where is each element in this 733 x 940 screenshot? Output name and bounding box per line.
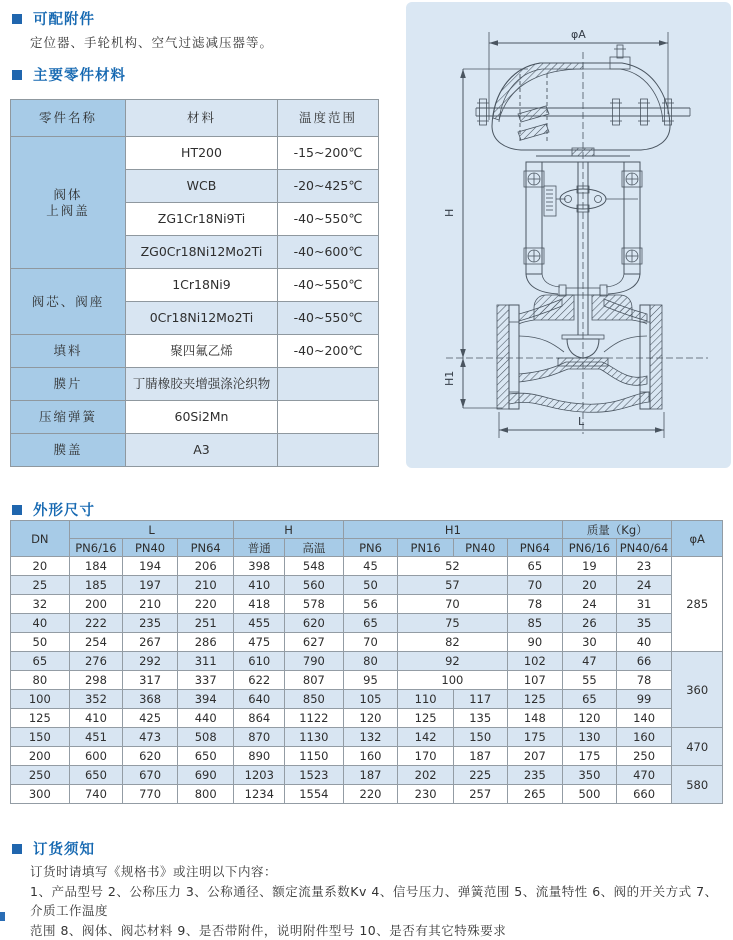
dims-cell: 25	[11, 576, 70, 595]
dims-header-cell: PN64	[177, 539, 234, 557]
dims-cell: 70	[343, 633, 398, 652]
dim-label-phiA: φA	[571, 28, 586, 41]
dims-row	[11, 614, 723, 633]
dims-cell: 57	[398, 576, 507, 595]
dims-row	[11, 690, 723, 709]
dims-cell: 548	[285, 557, 344, 576]
dims-cell: 19	[563, 557, 617, 576]
dims-cell: 1122	[285, 709, 344, 728]
accessories-text: 定位器、手轮机构、空气过滤减压器等。	[30, 33, 273, 51]
dims-cell: 890	[234, 747, 285, 766]
ordering-title: 订货须知	[33, 838, 95, 859]
dims-cell: 225	[453, 766, 507, 785]
dims-cell: 690	[177, 766, 234, 785]
materials-header-row	[11, 100, 379, 137]
dims-cell: 65	[343, 614, 398, 633]
materials-row	[11, 401, 379, 434]
material-cell: ZG0Cr18Ni12Mo2Ti	[126, 236, 278, 269]
dims-cell: 40	[616, 633, 672, 652]
dims-cell: 102	[507, 652, 563, 671]
dims-cell: 220	[177, 595, 234, 614]
dims-cell: 140	[616, 709, 672, 728]
materials-row	[11, 434, 379, 467]
part-name-cell: 阀体 上阀盖	[11, 137, 126, 269]
dims-cell: 80	[343, 652, 398, 671]
dims-cell: 850	[285, 690, 344, 709]
dims-cell: 95	[343, 671, 398, 690]
dims-cell: 175	[563, 747, 617, 766]
dims-cell: 622	[234, 671, 285, 690]
dims-cell: 790	[285, 652, 344, 671]
dims-cell: 257	[453, 785, 507, 804]
materials-header-cell: 材料	[126, 100, 278, 137]
dims-cell: 254	[69, 633, 123, 652]
valve-technical-drawing	[406, 2, 731, 468]
dims-cell: 120	[563, 709, 617, 728]
dims-cell: 210	[123, 595, 178, 614]
materials-table-body	[11, 137, 379, 467]
square-bullet-icon	[12, 844, 22, 854]
dims-header-cell: 普通	[234, 539, 285, 557]
dims-cell: 100	[398, 671, 507, 690]
dims-cell: 92	[398, 652, 507, 671]
dims-cell: 70	[507, 576, 563, 595]
dims-cell: 578	[285, 595, 344, 614]
materials-row	[11, 335, 379, 368]
dims-row	[11, 728, 723, 747]
dims-cell: 142	[398, 728, 454, 747]
part-name-cell: 阀芯、阀座	[11, 269, 126, 335]
dims-cell: 55	[563, 671, 617, 690]
dims-cell: 52	[398, 557, 507, 576]
dims-cell: 440	[177, 709, 234, 728]
temp-range-cell	[278, 401, 379, 434]
dims-cell: 65	[563, 690, 617, 709]
dims-table-head	[11, 521, 723, 557]
dims-cell: 627	[285, 633, 344, 652]
dims-cell: 206	[177, 557, 234, 576]
dims-cell: 650	[177, 747, 234, 766]
part-name-cell: 填料	[11, 335, 126, 368]
dims-row	[11, 557, 723, 576]
dims-cell: 150	[11, 728, 70, 747]
dims-cell: 864	[234, 709, 285, 728]
dims-cell: 640	[234, 690, 285, 709]
dims-cell: 311	[177, 652, 234, 671]
dims-header-cell: H	[234, 521, 343, 539]
dims-cell: 187	[453, 747, 507, 766]
dims-cell: 207	[507, 747, 563, 766]
dims-cell: 132	[343, 728, 398, 747]
temp-range-cell: -20~425℃	[278, 170, 379, 203]
dims-cell: 508	[177, 728, 234, 747]
part-name-cell: 膜盖	[11, 434, 126, 467]
dims-cell: 20	[563, 576, 617, 595]
dims-cell: 31	[616, 595, 672, 614]
dims-cell: 222	[69, 614, 123, 633]
dims-cell: 250	[616, 747, 672, 766]
dims-cell: 35	[616, 614, 672, 633]
dims-cell: 170	[398, 747, 454, 766]
dims-header-cell: DN	[11, 521, 70, 557]
temp-range-cell: -40~550℃	[278, 269, 379, 302]
dims-header-cell: PN40	[123, 539, 178, 557]
dims-cell: 620	[285, 614, 344, 633]
dims-cell: 160	[616, 728, 672, 747]
dims-cell: 1523	[285, 766, 344, 785]
materials-header-cell: 温度范围	[278, 100, 379, 137]
dims-cell: 660	[616, 785, 672, 804]
dims-cell: 1234	[234, 785, 285, 804]
material-cell: WCB	[126, 170, 278, 203]
dims-cell: 285	[672, 557, 723, 652]
dims-header-cell: φA	[672, 521, 723, 557]
dims-cell: 26	[563, 614, 617, 633]
dims-cell: 620	[123, 747, 178, 766]
temp-range-cell	[278, 434, 379, 467]
material-cell: 1Cr18Ni9	[126, 269, 278, 302]
dims-cell: 473	[123, 728, 178, 747]
dims-cell: 150	[453, 728, 507, 747]
dims-cell: 85	[507, 614, 563, 633]
dims-cell: 187	[343, 766, 398, 785]
square-bullet-icon	[12, 70, 22, 80]
materials-row	[11, 269, 379, 302]
dim-label-h: H	[443, 209, 456, 217]
dims-cell: 337	[177, 671, 234, 690]
dims-cell: 870	[234, 728, 285, 747]
square-bullet-icon	[12, 14, 22, 24]
dims-cell: 110	[398, 690, 454, 709]
dims-header-cell: PN64	[507, 539, 563, 557]
dims-cell: 117	[453, 690, 507, 709]
materials-header-cell: 零件名称	[11, 100, 126, 137]
dims-cell: 360	[672, 652, 723, 728]
dims-cell: 610	[234, 652, 285, 671]
dims-cell: 352	[69, 690, 123, 709]
dims-cell: 70	[398, 595, 507, 614]
material-cell: 0Cr18Ni12Mo2Ti	[126, 302, 278, 335]
dims-cell: 250	[11, 766, 70, 785]
dims-cell: 670	[123, 766, 178, 785]
material-cell: A3	[126, 434, 278, 467]
dimensions-title: 外形尺寸	[33, 499, 95, 520]
dims-cell: 500	[563, 785, 617, 804]
dims-cell: 410	[69, 709, 123, 728]
dims-row	[11, 633, 723, 652]
valve-drawing-panel	[406, 2, 731, 468]
dims-cell: 418	[234, 595, 285, 614]
accessories-title: 可配附件	[33, 8, 95, 29]
dims-header-cell: PN6/16	[563, 539, 617, 557]
dims-cell: 125	[11, 709, 70, 728]
dims-cell: 82	[398, 633, 507, 652]
ordering-line: 范围 8、阀体、阀芯材料 9、是否带附件，说明附件型号 10、是否有其它特殊要求	[30, 921, 730, 940]
part-name-cell: 压缩弹簧	[11, 401, 126, 434]
dims-cell: 600	[69, 747, 123, 766]
material-cell: 聚四氟乙烯	[126, 335, 278, 368]
material-cell: ZG1Cr18Ni9Ti	[126, 203, 278, 236]
dims-cell: 80	[11, 671, 70, 690]
dims-cell: 45	[343, 557, 398, 576]
dims-cell: 300	[11, 785, 70, 804]
dims-cell: 650	[69, 766, 123, 785]
material-cell: 60Si2Mn	[126, 401, 278, 434]
dims-cell: 40	[11, 614, 70, 633]
dims-header-cell: 质量（Kg）	[563, 521, 672, 539]
temp-range-cell: -40~200℃	[278, 335, 379, 368]
dims-cell: 580	[672, 766, 723, 804]
ordering-notes	[30, 862, 730, 940]
dims-cell: 125	[507, 690, 563, 709]
dims-row	[11, 671, 723, 690]
materials-row	[11, 368, 379, 401]
dims-cell: 135	[453, 709, 507, 728]
dims-cell: 210	[177, 576, 234, 595]
dims-cell: 410	[234, 576, 285, 595]
dims-cell: 455	[234, 614, 285, 633]
dims-cell: 75	[398, 614, 507, 633]
dims-cell: 65	[507, 557, 563, 576]
dims-cell: 265	[507, 785, 563, 804]
dims-row	[11, 766, 723, 785]
dims-cell: 202	[398, 766, 454, 785]
dims-cell: 50	[343, 576, 398, 595]
dims-cell: 90	[507, 633, 563, 652]
material-cell: 丁腈橡胶夹增强涤沦织物	[126, 368, 278, 401]
dims-cell: 184	[69, 557, 123, 576]
dim-label-h1: H1	[443, 371, 456, 386]
temp-range-cell: -15~200℃	[278, 137, 379, 170]
dims-cell: 175	[507, 728, 563, 747]
dims-cell: 30	[563, 633, 617, 652]
dims-header-cell: PN16	[398, 539, 454, 557]
accessories-heading	[12, 8, 95, 29]
dims-cell: 292	[123, 652, 178, 671]
dims-cell: 398	[234, 557, 285, 576]
dims-cell: 1130	[285, 728, 344, 747]
dims-cell: 78	[507, 595, 563, 614]
materials-heading	[12, 64, 126, 85]
dims-cell: 286	[177, 633, 234, 652]
dims-header-cell: H1	[343, 521, 562, 539]
dim-label-l: L	[578, 415, 585, 428]
dims-cell: 78	[616, 671, 672, 690]
dims-cell: 470	[672, 728, 723, 766]
dims-cell: 368	[123, 690, 178, 709]
dims-row	[11, 595, 723, 614]
dims-row	[11, 576, 723, 595]
dims-header-cell: L	[69, 521, 234, 539]
material-cell: HT200	[126, 137, 278, 170]
dims-cell: 235	[123, 614, 178, 633]
dims-cell: 470	[616, 766, 672, 785]
dims-cell: 66	[616, 652, 672, 671]
dims-cell: 807	[285, 671, 344, 690]
dims-cell: 317	[123, 671, 178, 690]
dims-cell: 425	[123, 709, 178, 728]
dims-cell: 99	[616, 690, 672, 709]
dims-cell: 1150	[285, 747, 344, 766]
dims-cell: 56	[343, 595, 398, 614]
dims-header-cell: PN6	[343, 539, 398, 557]
dims-cell: 160	[343, 747, 398, 766]
page-corner-mark	[0, 912, 5, 921]
ordering-heading	[12, 838, 95, 859]
dims-cell: 107	[507, 671, 563, 690]
materials-row	[11, 137, 379, 170]
dims-cell: 148	[507, 709, 563, 728]
temp-range-cell	[278, 368, 379, 401]
dims-cell: 105	[343, 690, 398, 709]
dims-cell: 235	[507, 766, 563, 785]
dims-cell: 125	[398, 709, 454, 728]
square-bullet-icon	[12, 505, 22, 515]
dims-cell: 100	[11, 690, 70, 709]
dims-cell: 394	[177, 690, 234, 709]
dims-cell: 24	[563, 595, 617, 614]
dims-row	[11, 709, 723, 728]
dims-header-cell: PN40	[453, 539, 507, 557]
dims-cell: 47	[563, 652, 617, 671]
dims-header-cell: PN40/64	[616, 539, 672, 557]
dimensions-heading	[12, 499, 95, 520]
dims-cell: 267	[123, 633, 178, 652]
dims-cell: 200	[69, 595, 123, 614]
dims-cell: 200	[11, 747, 70, 766]
dims-cell: 451	[69, 728, 123, 747]
dims-cell: 120	[343, 709, 398, 728]
dims-cell: 194	[123, 557, 178, 576]
dimensions-table	[10, 520, 723, 804]
dims-cell: 298	[69, 671, 123, 690]
dims-cell: 23	[616, 557, 672, 576]
part-name-cell: 膜片	[11, 368, 126, 401]
dims-header-row	[11, 521, 723, 539]
dims-cell: 276	[69, 652, 123, 671]
temp-range-cell: -40~600℃	[278, 236, 379, 269]
dims-cell: 220	[343, 785, 398, 804]
dims-table-body	[11, 557, 723, 804]
dims-row	[11, 747, 723, 766]
dims-cell: 770	[123, 785, 178, 804]
dims-row	[11, 652, 723, 671]
ordering-line: 1、产品型号 2、公称压力 3、公称通径、额定流量系数Kv 4、信号压力、弹簧范围 5、流量特性 6、阀的开关方式 7、介质工作温度	[30, 882, 730, 921]
dims-cell: 24	[616, 576, 672, 595]
dims-header-cell: 高温	[285, 539, 344, 557]
dims-cell: 560	[285, 576, 344, 595]
dims-cell: 130	[563, 728, 617, 747]
temp-range-cell: -40~550℃	[278, 302, 379, 335]
dims-cell: 197	[123, 576, 178, 595]
dims-cell: 1554	[285, 785, 344, 804]
dims-cell: 230	[398, 785, 454, 804]
ordering-line: 订货时请填写《规格书》或注明以下内容：	[30, 862, 730, 882]
dims-cell: 740	[69, 785, 123, 804]
temp-range-cell: -40~550℃	[278, 203, 379, 236]
dims-cell: 32	[11, 595, 70, 614]
dims-cell: 50	[11, 633, 70, 652]
dims-cell: 185	[69, 576, 123, 595]
dims-cell: 1203	[234, 766, 285, 785]
dims-row	[11, 785, 723, 804]
materials-title: 主要零件材料	[33, 64, 126, 85]
dims-cell: 20	[11, 557, 70, 576]
dims-header-cell: PN6/16	[69, 539, 123, 557]
dims-cell: 800	[177, 785, 234, 804]
dims-header-row	[11, 539, 723, 557]
dims-cell: 350	[563, 766, 617, 785]
dims-cell: 251	[177, 614, 234, 633]
dims-cell: 475	[234, 633, 285, 652]
dims-cell: 65	[11, 652, 70, 671]
materials-table	[10, 99, 379, 467]
